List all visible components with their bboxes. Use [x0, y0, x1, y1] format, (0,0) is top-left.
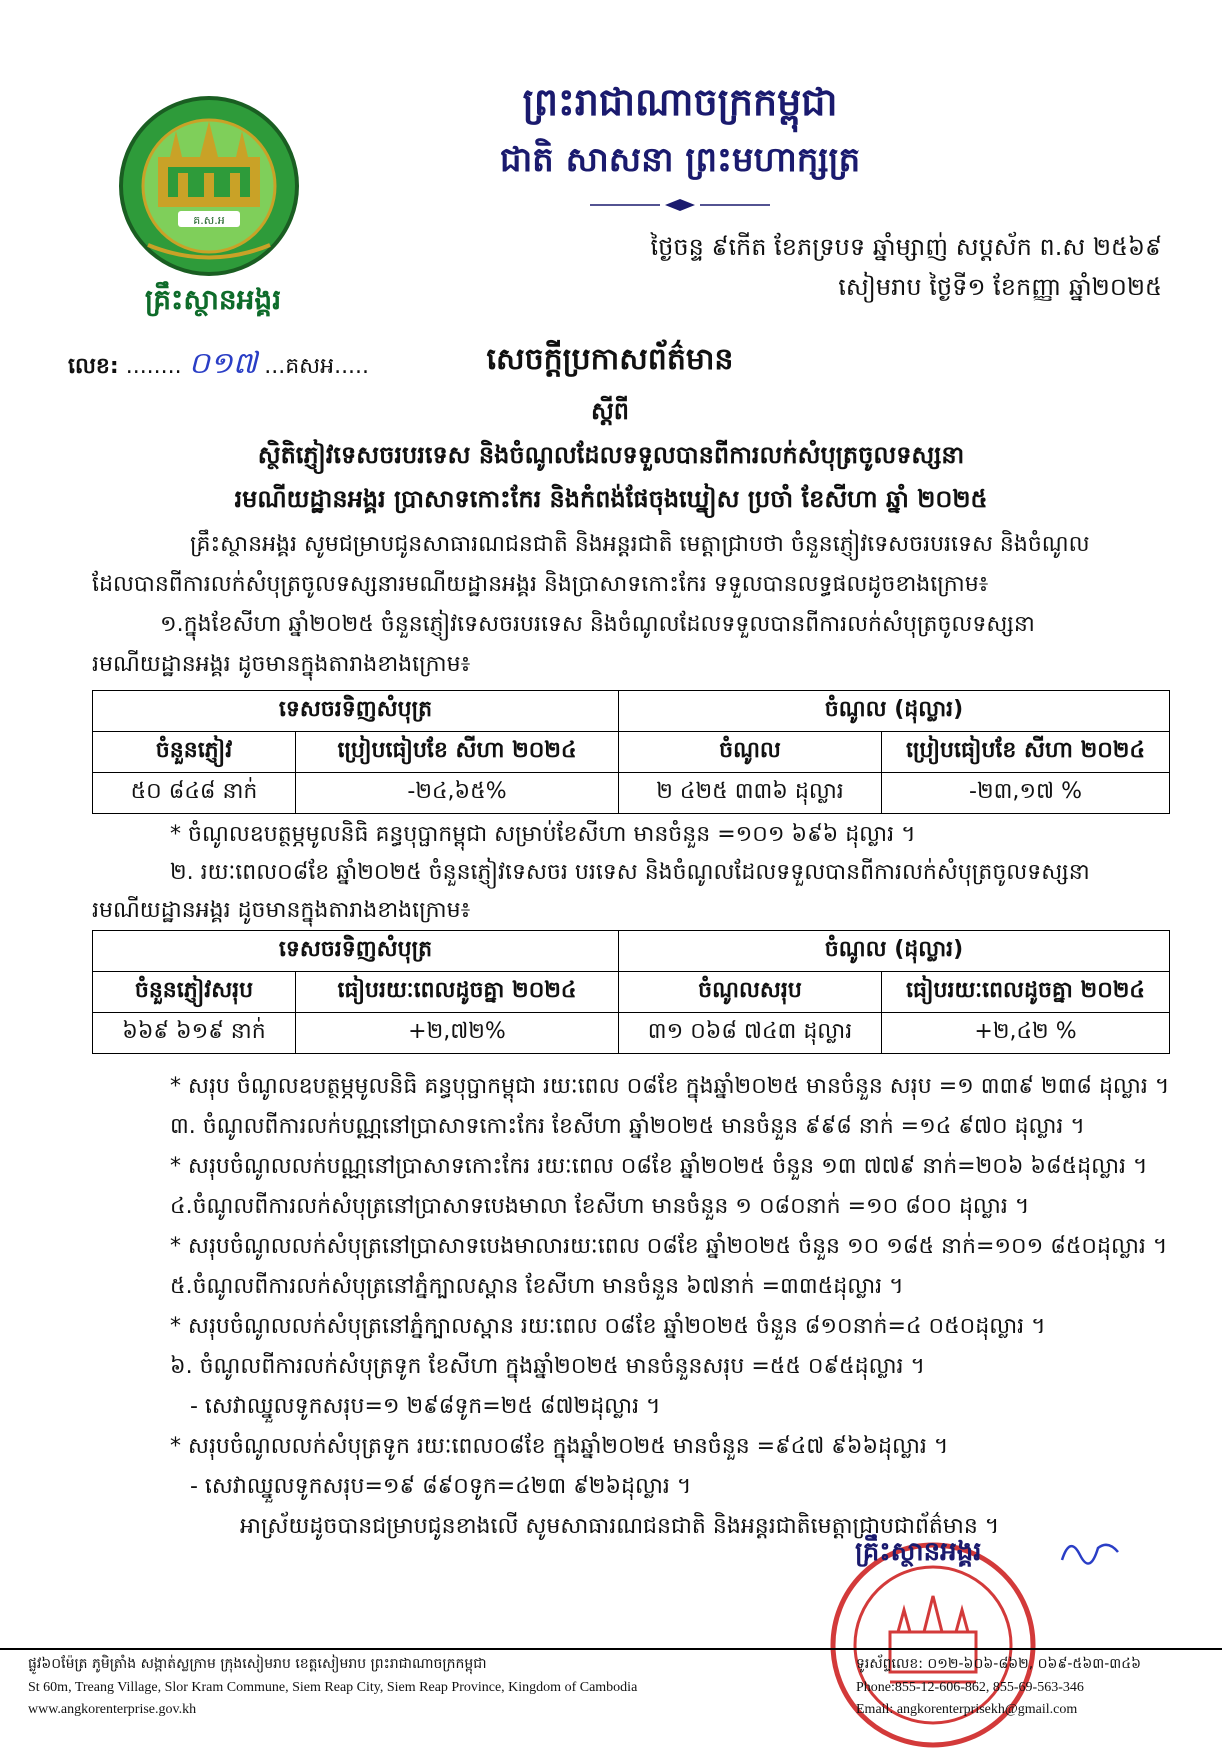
logo-caption: គ្រឹះស្ថានអង្គរ: [144, 283, 282, 316]
line-section-4-summary: * សរុបចំណូលលក់សំបុត្រនៅប្រាសាទបេងមាលារយៈពេល ០៨ខែ ឆ្នាំ២០២៥ ចំនួន ១០ ១៨៥ នាក់=១០១ ៨៥០ដុល្លារ ។: [170, 1234, 1168, 1259]
line-section-6: ៦. ចំណូលពីការលក់សំបុត្រទូក ខែសីហា ក្នុងឆ្នាំ២០២៥ មានចំនួនសរុប =៥៥ ០៩៥ដុល្លារ ។: [170, 1354, 926, 1379]
visitors-compare-header: ធៀបរយៈពេលដូចគ្នា ២០២៤: [296, 972, 619, 1013]
eight-month-stats-table: [92, 930, 1170, 1054]
ref-suffix: ...គសអ.....: [264, 354, 370, 379]
line-boat-service: - សេវាឈ្នួលទូកសរុប=១ ២៩៨ទូក=២៥ ៨៧២ដុល្លារ ។: [190, 1394, 661, 1419]
footer-divider: [0, 1648, 1222, 1650]
handwritten-signature: [1060, 1530, 1120, 1570]
title-line-2: រមណីយដ្ឋានអង្គរ ប្រាសាទកោះកែរ និងកំពង់ផែចុងឃ្នៀស ប្រចាំ ខែសីហា ឆ្នាំ ២០២៥: [234, 485, 988, 513]
section-2-line-b: រមណីយដ្ឋានអង្គរ ដូចមានក្នុងតារាងខាងក្រោម៖: [92, 898, 471, 923]
line-summary-fund: * សរុប ចំណូលឧបត្ថម្ភមូលនិធិ គន្ធបុប្ផាកម្ពុជា រយៈពេល ០៨ខែ ក្នុងឆ្នាំ២០២៥ មានចំនួន សរុប =១ ៣៣៩ ២៣៨ ដុល្លារ ។: [170, 1074, 1170, 1099]
revenue-header: ចំណូល (ដុល្លារ): [619, 691, 1170, 732]
footer-address-en: St 60m, Treang Village, Slor Kram Commune, Siem Reap City, Siem Reap Province, Kingdom of Cambodia: [28, 1680, 638, 1695]
footer-phone: Phone:855-12-606-862, 855-69-563-346: [856, 1680, 1084, 1695]
line-boat-service-summary: - សេវាឈ្នួលទូកសរុប=១៩ ៨៩០ទូក=៤២៣ ៩២៦ដុល្លារ ។: [190, 1474, 692, 1499]
kingdom-heading: ព្រះរាជាណាចក្រកម្ពុជា: [522, 80, 838, 124]
title-line-1: ស្ថិតិភ្ញៀវទេសចរបរទេស និងចំណូលដែលទទួលបានពីការលក់សំបុត្រចូលទស្សនា: [257, 441, 965, 469]
table-header-row: [93, 691, 1170, 732]
ref-number: ០១៧: [188, 347, 258, 380]
document-title: សេចក្តីប្រកាសព័ត៌មាន: [486, 342, 734, 377]
revenue-total-cell: ៣១ ០៦៨ ៧៤៣ ដុល្លារ: [619, 1013, 882, 1054]
revenue-amount-header: ចំណូល: [619, 732, 882, 773]
document-subtitle: ស្តីពី: [590, 397, 630, 425]
footer-email[interactable]: Email: angkorenterprisekh@gmail.com: [856, 1702, 1078, 1717]
logo-abbrev: គ.ស.អ: [193, 214, 225, 227]
solar-date: សៀមរាប ថ្ងៃទី១ ខែកញ្ញា ឆ្នាំ២០២៥: [838, 273, 1162, 301]
section-1-line-b: រមណីយដ្ឋានអង្គរ ដូចមានក្នុងតារាងខាងក្រោម៖: [92, 652, 471, 677]
note-1: * ចំណូលឧបត្ថម្ភមូលនិធិ គន្ធបុប្ផាកម្ពុជា សម្រាប់ខែសីហា មានចំនួន =១០១ ៦៩៦ ដុល្លារ ។: [170, 822, 916, 847]
signature-org: គ្រឹះស្ថានអង្គរ: [855, 1537, 982, 1567]
ref-dots: ........: [125, 354, 182, 379]
table-subheader-row: [93, 732, 1170, 773]
visitors-header: ទេសចរទិញសំបុត្រ: [93, 691, 619, 732]
ornament-divider: [590, 198, 770, 212]
visitors-compare-header: ប្រៀបធៀបខែ សីហា ២០២៤: [296, 732, 619, 773]
line-section-6-summary: * សរុបចំណូលលក់សំបុត្រទូក រយៈពេល០៨ខែ ក្នុងឆ្នាំ២០២៥ មានចំនួន =៩៤៧ ៩៦៦ដុល្លារ ។: [170, 1434, 949, 1459]
line-section-3: ៣. ចំណូលពីការលក់បណ្ណនៅប្រាសាទកោះកែរ ខែសីហា ឆ្នាំ២០២៥ មានចំនួន ៩៩៨ នាក់ =១៤ ៩៧០ ដុល្លារ ។: [170, 1114, 1085, 1139]
ref-label: លេខ:: [68, 354, 119, 379]
visitors-compare-cell: -២៤,៦៥%: [296, 773, 619, 814]
monthly-stats-table: [92, 690, 1170, 814]
footer-address-kh: ផ្លូវ៦០ម៉ែត្រ ភូមិត្រាំង សង្កាត់ស្លក្រាម ក្រុងសៀមរាប ខេត្តសៀមរាប ព្រះរាជាណាចក្រកម្ពុជា: [28, 1656, 487, 1672]
intro-paragraph-1b: ដែលបានពីការលក់សំបុត្រចូលទស្សនារមណីយដ្ឋានអង្គរ និងប្រាសាទកោះកែរ ទទួលបានលទ្ធផលដូចខាងក្រោម៖: [92, 572, 989, 597]
visitors-total-cell: ៦៦៩ ៦១៩ នាក់: [93, 1013, 296, 1054]
visitors-count-cell: ៥០ ៨៤៨ នាក់: [93, 773, 296, 814]
revenue-compare-cell: -២៣,១៧ %: [882, 773, 1170, 814]
revenue-compare-cell: +២,៤២ %: [882, 1013, 1170, 1054]
section-1-line-a: ១.ក្នុងខែសីហា ឆ្នាំ២០២៥ ចំនួនភ្ញៀវទេសចរបរទេស និងចំណូលដែលទទួលបានពីការលក់សំបុត្រចូលទស្សនា: [160, 612, 1035, 637]
revenue-compare-header: ប្រៀបធៀបខែ សីហា ២០២៤: [882, 732, 1170, 773]
intro-paragraph-1a: គ្រឹះស្ថានអង្គរ សូមជម្រាបជូនសាធារណជនជាតិ និងអន្តរជាតិ មេត្តាជ្រាបថា ចំនួនភ្ញៀវទេសចរបរទេស និងចំណូល: [190, 532, 1090, 557]
visitors-count-header: ចំនួនភ្ញៀវ: [93, 732, 296, 773]
line-section-5-summary: * សរុបចំណូលលក់សំបុត្រនៅភ្នំក្បាលស្ពាន រយៈពេល ០៨ខែ ឆ្នាំ២០២៥ ចំនួន ៨១០នាក់=៤ ០៥០ដុល្លារ ។: [170, 1314, 1046, 1339]
table-row: [93, 773, 1170, 814]
section-2-line-a: ២. រយៈពេល០៨ខែ ឆ្នាំ២០២៥ ចំនួនភ្ញៀវទេសចរ បរទេស និងចំណូលដែលទទួលបានពីការលក់សំបុត្រចូលទស្សនា: [170, 860, 1090, 885]
revenue-header: ចំណូល (ដុល្លារ): [619, 931, 1170, 972]
revenue-amount-cell: ២ ៤២៥ ៣៣៦ ដុល្លារ: [619, 773, 882, 814]
lunar-date: ថ្ងៃចន្ទ ៩កើត ខែភទ្របទ ឆ្នាំម្សាញ់ សប្តស័ក ព.ស ២៥៦៩: [650, 233, 1162, 261]
visitors-total-header: ចំនួនភ្ញៀវសរុប: [93, 972, 296, 1013]
visitors-compare-cell: +២,៧២%: [296, 1013, 619, 1054]
line-section-5: ៥.ចំណូលពីការលក់សំបុត្រនៅភ្នំក្បាលស្ពាន ខែសីហា មានចំនួន ៦៧នាក់ =៣៣៥ដុល្លារ ។: [170, 1274, 904, 1299]
revenue-total-header: ចំណូលសរុប: [619, 972, 882, 1013]
visitors-header: ទេសចរទិញសំបុត្រ: [93, 931, 619, 972]
motto-heading: ជាតិ សាសនា ព្រះមហាក្សត្រ: [499, 140, 861, 180]
table-subheader-row: [93, 972, 1170, 1013]
line-section-3-summary: * សរុបចំណូលលក់បណ្ណនៅប្រាសាទកោះកែរ រយៈពេល ០៨ខែ ឆ្នាំ២០២៥ ចំនួន ១៣ ៧៧៩ នាក់=២០៦ ៦៨៥ដុល្លារ ។: [170, 1154, 1148, 1179]
organization-logo: [118, 95, 300, 277]
footer-phone-kh: ទូរស័ព្ទលេខ: ០១២-៦០៦-៨៦២, ០៦៩-៥៦៣-៣៤៦: [856, 1656, 1142, 1672]
closing-line: អាស្រ័យដូចបានជម្រាបជូនខាងលើ សូមសាធារណជនជាតិ និងអន្តរជាតិមេត្តាជ្រាបជាព័ត៌មាន ។: [240, 1514, 1000, 1539]
table-row: [93, 1013, 1170, 1054]
revenue-compare-header: ធៀបរយៈពេលដូចគ្នា ២០២៤: [882, 972, 1170, 1013]
table-header-row: [93, 931, 1170, 972]
line-section-4: ៤.ចំណូលពីការលក់សំបុត្រនៅប្រាសាទបេងមាលា ខែសីហា មានចំនួន ១ ០៨០នាក់ =១០ ៨០០ ដុល្លារ ។: [170, 1194, 1030, 1219]
footer-website[interactable]: www.angkorenterprise.gov.kh: [28, 1702, 197, 1717]
